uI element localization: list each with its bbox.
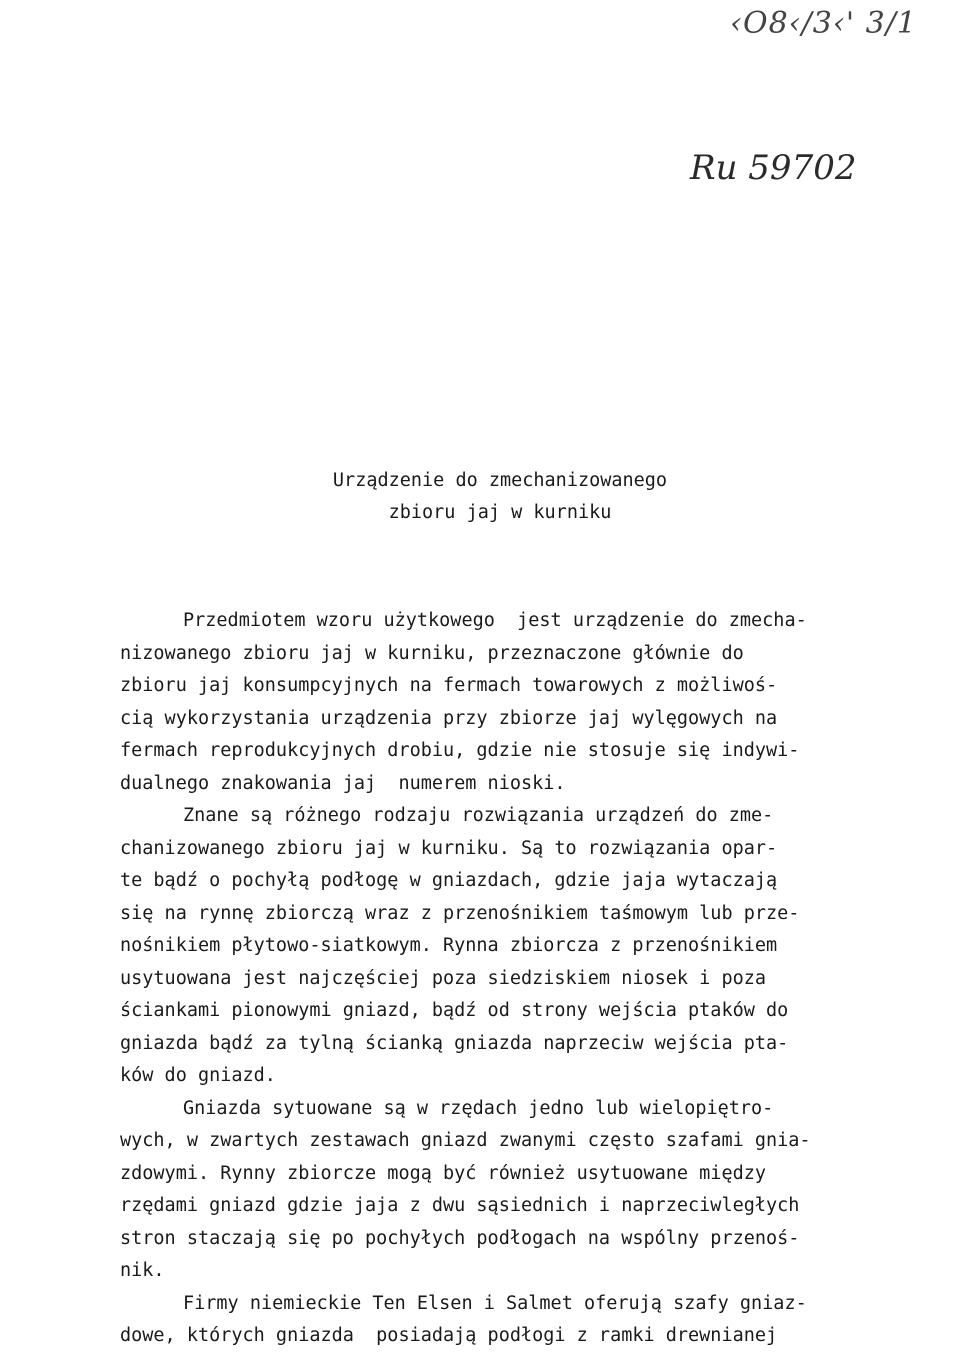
handwritten-registration-number: Ru 59702 xyxy=(690,148,857,188)
paragraph-line: ków do gniazd. xyxy=(120,1065,276,1086)
paragraph-line: dowe, których gniazda posiadają podłogi z ramki drewnianej xyxy=(120,1325,778,1346)
document-body xyxy=(120,605,920,1353)
paragraph-line: ściankami pionowymi gniazd, bądź od strony wejścia ptaków do xyxy=(120,1000,789,1021)
paragraph-line: się na rynnę zbiorczą wraz z przenośnikiem taśmowym lub prze- xyxy=(120,902,800,924)
document-title-line-1: Urządzenie do zmechanizowanego xyxy=(332,470,668,491)
paragraph-line: te bądź o pochyłą podłogę w gniazdach, gdzie jaja wytaczają xyxy=(120,870,778,891)
paragraph-line: dualnego znakowania jaj numerem nioski. xyxy=(120,772,566,794)
paragraph-line: stron staczają się po pochyłych podłogach na wspólny przenoś- xyxy=(120,1227,800,1249)
document-title-line-2: zbioru jaj w kurniku xyxy=(388,502,612,523)
paragraph-line: Przedmiotem wzoru użytkowego jest urządzenie do zmecha- xyxy=(183,610,807,631)
paragraph-line: gniazda bądź za tylną ścianką gniazda naprzeciw wejścia pta- xyxy=(120,1032,789,1054)
paragraph-line: nik. xyxy=(120,1260,165,1281)
paragraph-line: nośnikiem płytowo-siatkowym. Rynna zbiorcza z przenośnikiem xyxy=(120,935,778,956)
paragraph-line: Znane są różnego rodzaju rozwiązania urządzeń do zme- xyxy=(183,805,774,826)
paragraph-line: fermach reprodukcyjnych drobiu, gdzie nie stosuje się indywi- xyxy=(120,740,800,761)
paragraph-line: rzędami gniazd gdzie jaja z dwu sąsiednich i naprzeciwległych xyxy=(120,1195,800,1216)
paragraph-line: Firmy niemieckie Ten Elsen i Salmet oferują szafy gniaz- xyxy=(183,1292,807,1314)
paragraph-line: cią wykorzystania urządzenia przy zbiorze jaj wylęgowych na xyxy=(120,707,778,729)
top-reference-annotation: ‹O8‹/3‹' 3/1 xyxy=(730,6,917,41)
paragraph-line: nizowanego zbioru jaj w kurniku, przeznaczone głównie do xyxy=(120,642,744,664)
paragraph-line: Gniazda sytuowane są w rzędach jedno lub wielopiętro- xyxy=(183,1097,774,1119)
paragraph-line: zbioru jaj konsumpcyjnych na fermach towarowych z możliwoś- xyxy=(120,675,778,696)
paragraph-line: zdowymi. Rynny zbiorcze mogą być również usytuowane między xyxy=(120,1162,767,1184)
paragraph-line: chanizowanego zbioru jaj w kurniku. Są to rozwiązania opar- xyxy=(120,837,778,859)
paragraph-line: wych, w zwartych zestawach gniazd zwanymi często szafami gnia- xyxy=(120,1130,811,1151)
paragraph-line: usytuowana jest najczęściej poza siedziskiem niosek i poza xyxy=(120,967,767,989)
